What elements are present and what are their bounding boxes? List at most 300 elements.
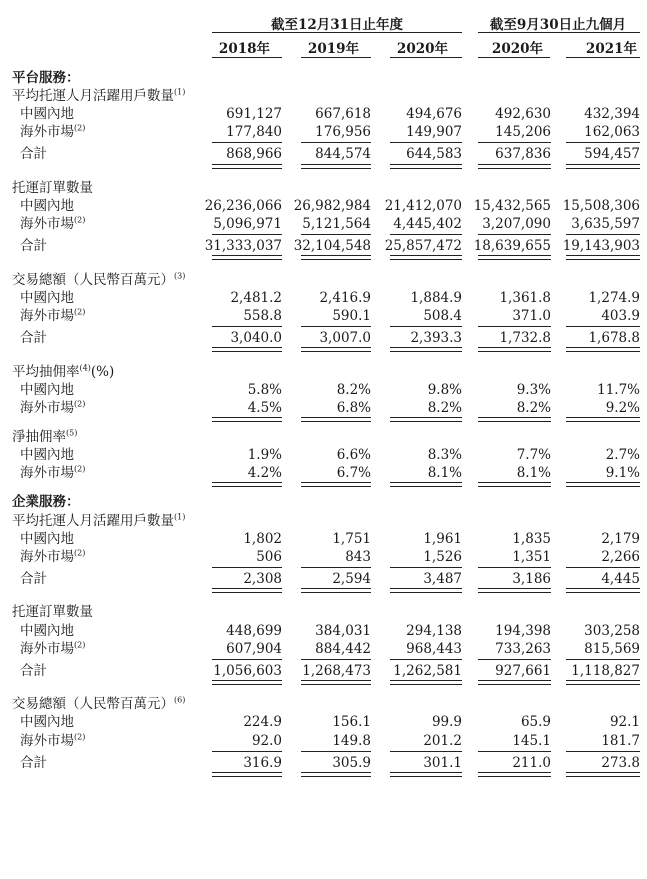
value-cell: 1,835 <box>512 530 551 547</box>
total-double-rule <box>478 164 551 169</box>
row-label <box>20 446 74 464</box>
table-row <box>0 307 647 325</box>
value-cell: 607,904 <box>226 640 282 657</box>
row-label <box>20 123 85 141</box>
value-cell: 2,416.9 <box>319 290 371 306</box>
value-cell: 211.0 <box>512 754 551 771</box>
value-cell: 1,526 <box>423 548 462 565</box>
row-label <box>20 530 74 548</box>
metric-heading-row <box>0 428 647 446</box>
row-label <box>20 548 85 566</box>
year-rule <box>390 57 462 58</box>
value-cell: 371.0 <box>512 308 551 325</box>
footnote-ref: (3) <box>174 271 186 281</box>
label-text: 海外市場 <box>20 548 74 565</box>
footnote-ref: (6) <box>174 695 186 705</box>
value-cell: 8.2% <box>336 381 371 398</box>
total-double-rule <box>566 347 640 352</box>
total-double-rule <box>212 482 282 487</box>
subtotal-rule <box>566 567 640 568</box>
value-cell: 403.9 <box>601 308 640 325</box>
value-cell: 21,412,070 <box>384 198 462 215</box>
label-text: 合計 <box>20 662 47 679</box>
row-label <box>20 622 74 640</box>
label-text: 中國內地 <box>20 290 74 306</box>
subtotal-rule <box>566 142 640 143</box>
label-text: 托運訂單數量 <box>12 604 93 621</box>
total-row <box>0 237 647 255</box>
metric-label <box>12 363 114 381</box>
total-double-rule <box>390 772 462 777</box>
label-text: 海外市場 <box>20 216 74 233</box>
value-cell: 3,186 <box>512 570 551 587</box>
subtotal-rule <box>566 751 640 752</box>
subtotal-rule <box>390 567 462 568</box>
label-text: 中國內地 <box>20 106 74 123</box>
total-double-rule <box>566 680 640 685</box>
value-cell: 294,138 <box>406 622 462 639</box>
subtotal-rule <box>301 326 371 327</box>
total-double-rule <box>212 417 282 422</box>
value-cell: 176,956 <box>315 124 371 141</box>
total-double-rule <box>566 772 640 777</box>
total-double-rule <box>212 164 282 169</box>
total-double-rule <box>566 255 640 260</box>
subtotal-rule <box>212 142 282 143</box>
value-cell: 1,262,581 <box>393 662 462 679</box>
section-label <box>12 493 80 511</box>
table-row <box>0 548 647 566</box>
value-cell: 6.7% <box>336 465 371 482</box>
year-header: 2020年 <box>491 41 543 57</box>
label-text: 平均托運人月活躍用戶數量 <box>12 88 174 105</box>
row-label <box>20 215 85 233</box>
value-cell: 4,445,402 <box>393 216 462 233</box>
footnote-ref: (4) <box>79 363 91 373</box>
value-cell: 99.9 <box>431 714 462 731</box>
section-row <box>0 69 647 87</box>
metric-heading-row <box>0 271 647 289</box>
total-double-rule <box>478 417 551 422</box>
subtotal-rule <box>478 234 551 235</box>
label-text: 合計 <box>20 146 47 163</box>
subtotal-rule <box>212 567 282 568</box>
metric-label <box>12 428 77 446</box>
row-label <box>20 713 74 731</box>
footnote-ref: (1) <box>174 87 186 97</box>
label-text: 合計 <box>20 570 47 587</box>
subtotal-rule <box>212 659 282 660</box>
subtotal-rule <box>566 326 640 327</box>
value-cell: 1,732.8 <box>499 330 551 347</box>
metric-label <box>12 512 185 530</box>
table-row <box>0 640 647 658</box>
value-cell: 590.1 <box>332 308 371 325</box>
value-cell: 637,836 <box>495 146 551 163</box>
total-double-rule <box>566 588 640 593</box>
value-cell: 201.2 <box>423 732 462 749</box>
total-double-rule <box>478 588 551 593</box>
label-text: 中國內地 <box>20 622 74 639</box>
value-cell: 316.9 <box>243 754 282 771</box>
total-double-rule <box>212 772 282 777</box>
unit-suffix: (%) <box>90 363 115 380</box>
value-cell: 9.2% <box>605 400 640 416</box>
subtotal-rule <box>212 751 282 752</box>
row-label <box>20 329 47 347</box>
value-cell: 815,569 <box>584 640 640 657</box>
section-label <box>12 69 80 87</box>
metric-label <box>12 603 93 621</box>
year-rule <box>478 57 550 58</box>
label-text: 交易總額（人民幣百萬元） <box>12 271 174 288</box>
value-cell: 9.1% <box>605 465 640 482</box>
value-cell: 2,481.2 <box>230 290 282 306</box>
value-cell: 149.8 <box>332 732 371 749</box>
label-text: 海外市場 <box>20 124 74 141</box>
value-cell: 868,966 <box>226 146 282 163</box>
value-cell: 494,676 <box>406 106 462 123</box>
total-double-rule <box>301 255 371 260</box>
row-label <box>20 662 47 680</box>
label-text: 海外市場 <box>20 640 74 657</box>
value-cell: 8.1% <box>427 465 462 482</box>
value-cell: 18,639,655 <box>473 238 551 255</box>
value-cell: 3,007.0 <box>319 330 371 347</box>
value-cell: 644,583 <box>406 146 462 163</box>
table-row <box>0 464 647 482</box>
value-cell: 156.1 <box>332 714 371 731</box>
total-double-rule <box>566 417 640 422</box>
total-double-rule <box>212 588 282 593</box>
label-text: 合計 <box>20 330 47 347</box>
total-double-rule <box>390 588 462 593</box>
value-cell: 1,361.8 <box>499 290 551 306</box>
value-cell: 1,056,603 <box>213 662 282 679</box>
total-double-rule <box>478 255 551 260</box>
value-cell: 1,118,827 <box>571 662 640 679</box>
table-row <box>0 530 647 548</box>
value-cell: 1,751 <box>332 530 371 547</box>
value-cell: 6.8% <box>336 400 371 416</box>
value-cell: 1,351 <box>512 548 551 565</box>
subtotal-rule <box>301 142 371 143</box>
row-label <box>20 381 74 399</box>
label-text: 海外市場 <box>20 732 74 749</box>
row-label <box>20 289 74 307</box>
subtotal-rule <box>478 326 551 327</box>
value-cell: 15,432,565 <box>473 198 551 215</box>
label-text: 托運訂單數量 <box>12 180 93 196</box>
label-text: 平均托運人月活躍用戶數量 <box>12 512 174 529</box>
total-double-rule <box>478 680 551 685</box>
label-text: 交易總額（人民幣百萬元） <box>12 696 174 713</box>
year-rule <box>566 57 640 58</box>
value-cell: 181.7 <box>601 732 640 749</box>
total-row <box>0 754 647 772</box>
table-header <box>0 0 647 60</box>
value-cell: 32,104,548 <box>293 238 371 255</box>
value-cell: 273.8 <box>601 754 640 771</box>
value-cell: 149,907 <box>406 124 462 141</box>
table-row <box>0 446 647 464</box>
table-row <box>0 105 647 123</box>
total-double-rule <box>212 680 282 685</box>
value-cell: 1,678.8 <box>588 330 640 347</box>
value-cell: 594,457 <box>584 146 640 163</box>
subtotal-rule <box>390 234 462 235</box>
table-row <box>0 197 647 215</box>
value-cell: 92.0 <box>251 732 282 749</box>
group-title-fiscal-year: 截至12月31日止年度 <box>270 17 404 33</box>
subtotal-rule <box>212 234 282 235</box>
value-cell: 432,394 <box>584 106 640 123</box>
value-cell: 2,308 <box>243 570 282 587</box>
row-label <box>20 570 47 588</box>
value-cell: 1,961 <box>423 530 462 547</box>
metric-heading-row <box>0 695 647 713</box>
subtotal-rule <box>566 659 640 660</box>
value-cell: 3,207,090 <box>482 216 551 233</box>
label-text: 淨抽佣率 <box>12 429 66 446</box>
year-rule <box>301 57 371 58</box>
label-text: 合計 <box>20 238 47 255</box>
total-row <box>0 570 647 588</box>
total-double-rule <box>390 417 462 422</box>
total-double-rule <box>566 164 640 169</box>
value-cell: 8.2% <box>516 400 551 416</box>
table-row <box>0 713 647 731</box>
label-text: 中國內地 <box>20 198 74 215</box>
total-row <box>0 145 647 163</box>
footnote-ref: (2) <box>74 732 86 741</box>
total-double-rule <box>301 680 371 685</box>
footnote-ref: (2) <box>74 215 86 225</box>
value-cell: 6.6% <box>336 447 371 464</box>
year-header: 2020年 <box>396 41 448 57</box>
total-row <box>0 662 647 680</box>
value-cell: 145,206 <box>495 124 551 141</box>
label-text: 企業服務： <box>12 494 80 511</box>
value-cell: 3,635,597 <box>571 216 640 233</box>
value-cell: 5,121,564 <box>302 216 371 233</box>
value-cell: 8.3% <box>427 447 462 464</box>
total-double-rule <box>478 482 551 487</box>
group-rule-fiscal-year <box>212 32 462 33</box>
value-cell: 1,274.9 <box>588 290 640 306</box>
total-double-rule <box>301 164 371 169</box>
value-cell: 733,263 <box>495 640 551 657</box>
total-double-rule <box>390 347 462 352</box>
value-cell: 691,127 <box>226 106 282 123</box>
total-double-rule <box>212 255 282 260</box>
value-cell: 162,063 <box>584 124 640 141</box>
metric-label <box>12 695 185 713</box>
row-label <box>20 105 74 123</box>
subtotal-rule <box>301 659 371 660</box>
footnote-ref: (2) <box>74 399 86 409</box>
value-cell: 843 <box>345 548 371 565</box>
metric-heading-row <box>0 363 647 381</box>
value-cell: 8.2% <box>427 400 462 416</box>
year-header: 2021年 <box>585 41 637 57</box>
year-header: 2018年 <box>218 41 270 57</box>
metric-heading-row <box>0 512 647 530</box>
value-cell: 65.9 <box>520 714 551 731</box>
table-row <box>0 289 647 307</box>
total-double-rule <box>390 680 462 685</box>
subtotal-rule <box>301 234 371 235</box>
row-label <box>20 197 74 215</box>
value-cell: 2,594 <box>332 570 371 587</box>
label-text: 合計 <box>20 754 47 771</box>
row-label <box>20 145 47 163</box>
value-cell: 1,884.9 <box>410 290 462 306</box>
footnote-ref: (2) <box>74 123 86 133</box>
value-cell: 224.9 <box>243 714 282 731</box>
label-text: 中國內地 <box>20 447 74 464</box>
table-row <box>0 732 647 750</box>
table-row <box>0 622 647 640</box>
table-row <box>0 215 647 233</box>
value-cell: 2,179 <box>601 530 640 547</box>
total-double-rule <box>566 482 640 487</box>
metric-heading-row <box>0 179 647 197</box>
value-cell: 4.2% <box>247 465 282 482</box>
value-cell: 508.4 <box>423 308 462 325</box>
label-text: 海外市場 <box>20 465 74 482</box>
subtotal-rule <box>478 751 551 752</box>
value-cell: 844,574 <box>315 146 371 163</box>
subtotal-rule <box>390 659 462 660</box>
subtotal-rule <box>390 142 462 143</box>
value-cell: 927,661 <box>495 662 551 679</box>
subtotal-rule <box>301 567 371 568</box>
total-double-rule <box>390 255 462 260</box>
subtotal-rule <box>478 659 551 660</box>
subtotal-rule <box>301 751 371 752</box>
metric-label <box>12 87 185 105</box>
total-double-rule <box>478 772 551 777</box>
row-label <box>20 732 85 750</box>
value-cell: 26,236,066 <box>204 198 282 215</box>
row-label <box>20 464 85 482</box>
footnote-ref: (2) <box>74 640 86 650</box>
value-cell: 506 <box>256 548 282 565</box>
subtotal-rule <box>212 326 282 327</box>
value-cell: 384,031 <box>315 622 371 639</box>
value-cell: 4,445 <box>601 570 640 587</box>
section-row <box>0 493 647 511</box>
row-label <box>20 237 47 255</box>
row-label <box>20 640 85 658</box>
total-double-rule <box>390 164 462 169</box>
total-double-rule <box>301 772 371 777</box>
value-cell: 19,143,903 <box>562 238 640 255</box>
value-cell: 4.5% <box>247 400 282 416</box>
value-cell: 301.1 <box>423 754 462 771</box>
footnote-ref: (2) <box>74 307 86 317</box>
value-cell: 2,266 <box>601 548 640 565</box>
year-rule <box>212 57 282 58</box>
value-cell: 145.1 <box>512 732 551 749</box>
value-cell: 25,857,472 <box>384 238 462 255</box>
footnote-ref: (1) <box>174 512 186 521</box>
value-cell: 1.9% <box>247 447 282 464</box>
value-cell: 194,398 <box>495 622 551 639</box>
label-text: 平台服務： <box>12 70 80 86</box>
subtotal-rule <box>390 326 462 327</box>
value-cell: 492,630 <box>495 106 551 123</box>
value-cell: 15,508,306 <box>562 198 640 215</box>
value-cell: 5.8% <box>247 381 282 398</box>
value-cell: 884,442 <box>315 640 371 657</box>
total-double-rule <box>301 347 371 352</box>
metric-label <box>12 271 185 289</box>
value-cell: 1,268,473 <box>302 662 371 679</box>
group-rule-nine-months <box>478 32 640 33</box>
value-cell: 3,487 <box>423 570 462 587</box>
row-label <box>20 399 85 417</box>
row-label <box>20 754 47 772</box>
table-row <box>0 381 647 399</box>
value-cell: 9.8% <box>427 381 462 398</box>
row-label <box>20 307 85 325</box>
value-cell: 305.9 <box>332 754 371 771</box>
value-cell: 448,699 <box>226 622 282 639</box>
subtotal-rule <box>478 567 551 568</box>
value-cell: 667,618 <box>315 106 371 123</box>
total-double-rule <box>478 347 551 352</box>
value-cell: 7.7% <box>516 447 551 464</box>
value-cell: 303,258 <box>584 622 640 639</box>
table-row <box>0 123 647 141</box>
group-title-nine-months: 截至9月30日止九個月 <box>489 17 627 33</box>
value-cell: 3,040.0 <box>230 330 282 347</box>
value-cell: 11.7% <box>597 381 640 398</box>
value-cell: 558.8 <box>243 308 282 325</box>
total-double-rule <box>301 588 371 593</box>
total-double-rule <box>212 347 282 352</box>
footnote-ref: (5) <box>66 428 78 438</box>
value-cell: 1,802 <box>243 530 282 547</box>
value-cell: 177,840 <box>226 124 282 141</box>
subtotal-rule <box>390 751 462 752</box>
metric-label <box>12 179 93 197</box>
value-cell: 968,443 <box>406 640 462 657</box>
subtotal-rule <box>478 142 551 143</box>
label-text: 中國內地 <box>20 530 74 547</box>
metric-heading-row <box>0 87 647 105</box>
label-text: 中國內地 <box>20 381 74 398</box>
year-header: 2019年 <box>307 41 359 57</box>
metric-heading-row <box>0 603 647 621</box>
total-double-rule <box>301 417 371 422</box>
total-double-rule <box>390 482 462 487</box>
value-cell: 2,393.3 <box>410 330 462 347</box>
total-double-rule <box>301 482 371 487</box>
footnote-ref: (2) <box>74 548 86 558</box>
subtotal-rule <box>566 234 640 235</box>
value-cell: 92.1 <box>609 714 640 731</box>
footnote-ref: (2) <box>74 464 86 474</box>
label-text: 海外市場 <box>20 400 74 416</box>
value-cell: 8.1% <box>516 465 551 482</box>
label-text: 平均抽佣率 <box>12 363 80 380</box>
table-row <box>0 399 647 417</box>
total-row <box>0 329 647 347</box>
value-cell: 5,096,971 <box>213 216 282 233</box>
